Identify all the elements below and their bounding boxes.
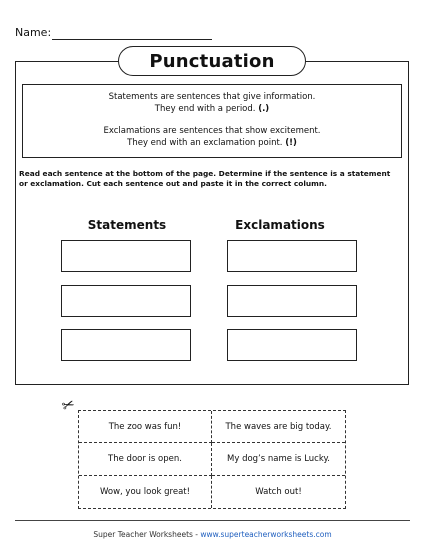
statement-definition: Statements are sentences that give information. [108,92,316,102]
name-line[interactable] [52,39,212,40]
exclamation-rule-text: They end with an exclamation point. [127,138,283,148]
sentence-card[interactable]: My dog’s name is Lucky. [212,443,345,475]
footer [0,530,425,539]
footer-divider [15,520,410,521]
sentence-card[interactable]: Wow, you look great! [79,476,212,508]
footer-separator: - [192,530,201,539]
statement-box-1[interactable] [61,240,191,272]
statement-box-2[interactable] [61,285,191,317]
exclamation-box-3[interactable] [227,329,357,361]
footer-link[interactable]: www.superteacherworksheets.com [200,530,332,539]
page-title: Punctuation [118,46,306,76]
exclamation-mark: (!) [285,138,297,148]
statement-box-3[interactable] [61,329,191,361]
name-label: Name: [15,26,52,39]
exclamations-heading: Exclamations [235,218,325,232]
exclamation-definition: Exclamations are sentences that show excitement. [103,126,321,136]
sentence-card[interactable]: Watch out! [255,486,302,497]
scissors-icon: ✂ [59,394,78,416]
sentence-card[interactable]: The zoo was fun! [79,411,212,443]
definition-box [22,84,402,158]
footer-brand: Super Teacher Worksheets [93,530,193,539]
statement-rule [23,103,401,115]
statement-rule-text: They end with a period. [154,104,256,114]
period-mark: (.) [258,104,270,114]
exclamation-box-1[interactable] [227,240,357,272]
sentence-card[interactable]: The door is open. [79,443,212,475]
cut-out-sentences [78,410,346,509]
exclamation-rule [23,137,401,149]
statements-heading: Statements [87,218,167,232]
instructions: Read each sentence at the bottom of the page. Determine if the sentence is a statement or exclamation. Cut each sentence out and paste it in the correct column. [19,169,391,188]
exclamation-box-2[interactable] [227,285,357,317]
sentence-card[interactable]: The waves are big today. [212,411,345,443]
